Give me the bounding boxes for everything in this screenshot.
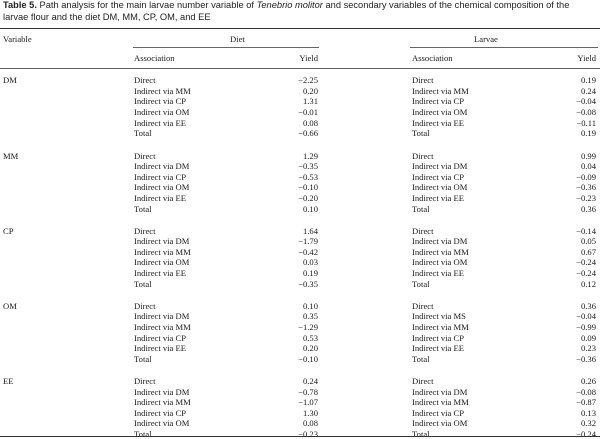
larvae-yield-cell: 0.19 bbox=[580, 128, 596, 139]
table-row bbox=[0, 75, 600, 85]
larvae-association-cell: Indirect via OM bbox=[412, 182, 468, 193]
diet-yield-cell: 0.35 bbox=[302, 311, 318, 322]
header-variable: Variable bbox=[3, 34, 32, 44]
variable-cell: DM bbox=[3, 75, 17, 86]
table-row bbox=[0, 322, 600, 332]
larvae-association-cell: Indirect via MM bbox=[412, 322, 469, 333]
larvae-association-cell: Total bbox=[412, 278, 430, 289]
table-row bbox=[0, 343, 600, 353]
table-row bbox=[0, 257, 600, 267]
diet-yield-cell: 0.20 bbox=[302, 343, 318, 354]
larvae-association-cell: Total bbox=[412, 353, 430, 364]
table-row bbox=[0, 161, 600, 171]
larvae-association-cell: Direct bbox=[412, 75, 434, 86]
variable-cell: MM bbox=[3, 150, 19, 161]
table-row bbox=[0, 311, 600, 321]
table-row bbox=[0, 301, 600, 311]
diet-association-cell: Indirect via OM bbox=[134, 257, 190, 268]
larvae-association-cell: Total bbox=[412, 203, 430, 214]
larvae-association-cell: Direct bbox=[412, 150, 434, 161]
diet-yield-cell: −1.79 bbox=[298, 236, 318, 247]
larvae-association-cell: Indirect via MM bbox=[412, 85, 469, 96]
larvae-association-cell: Indirect via CP bbox=[412, 407, 465, 418]
larvae-yield-cell: −0.99 bbox=[576, 322, 596, 333]
variable-cell: CP bbox=[3, 225, 14, 236]
table-row bbox=[0, 172, 600, 182]
diet-yield-cell: 1.29 bbox=[302, 150, 318, 161]
diet-yield-cell: −0.10 bbox=[298, 353, 318, 364]
diet-association-cell: Indirect via CP bbox=[134, 332, 187, 343]
larvae-yield-cell: 0.12 bbox=[580, 278, 596, 289]
diet-association-cell: Indirect via MM bbox=[134, 322, 191, 333]
diet-yield-cell: 1.30 bbox=[302, 407, 318, 418]
larvae-yield-cell: 0.99 bbox=[580, 150, 596, 161]
larvae-yield-cell: −0.04 bbox=[576, 96, 596, 107]
diet-yield-cell: −0.53 bbox=[298, 171, 318, 182]
diet-association-cell: Total bbox=[134, 128, 152, 139]
larvae-association-cell: Indirect via EE bbox=[412, 192, 465, 203]
larvae-yield-cell: −0.04 bbox=[576, 311, 596, 322]
diet-yield-cell: 0.19 bbox=[302, 268, 318, 279]
table-row bbox=[0, 354, 600, 364]
diet-association-cell: Indirect via CP bbox=[134, 407, 187, 418]
table-row bbox=[0, 226, 600, 236]
larvae-yield-cell: 0.23 bbox=[580, 343, 596, 354]
table-row bbox=[0, 429, 600, 439]
diet-association-cell: Indirect via MM bbox=[134, 246, 191, 257]
larvae-association-cell: Indirect via DM bbox=[412, 161, 468, 172]
diet-yield-cell: −0.35 bbox=[298, 278, 318, 289]
table-row bbox=[0, 376, 600, 386]
larvae-association-cell: Indirect via CP bbox=[412, 332, 465, 343]
diet-yield-cell: −0.42 bbox=[298, 246, 318, 257]
diet-yield-cell: −0.23 bbox=[298, 429, 318, 439]
larvae-association-cell: Indirect via EE bbox=[412, 343, 465, 354]
diet-association-cell: Indirect via EE bbox=[134, 192, 187, 203]
diet-association-cell: Direct bbox=[134, 75, 156, 86]
diet-span-rule bbox=[133, 47, 319, 48]
larvae-yield-cell: 0.09 bbox=[580, 332, 596, 343]
diet-yield-cell: 0.03 bbox=[302, 257, 318, 268]
header-diet-association: Association bbox=[134, 53, 175, 63]
larvae-yield-cell: −0.14 bbox=[576, 225, 596, 236]
diet-association-cell: Indirect via DM bbox=[134, 386, 190, 397]
table-row bbox=[0, 236, 600, 246]
larvae-yield-cell: 0.32 bbox=[580, 418, 596, 429]
variable-cell: EE bbox=[3, 376, 14, 387]
larvae-yield-cell: −0.24 bbox=[576, 268, 596, 279]
table-row bbox=[0, 247, 600, 257]
diet-association-cell: Indirect via OM bbox=[134, 182, 190, 193]
larvae-association-cell: Direct bbox=[412, 376, 434, 387]
caption-text-before: Path analysis for the main larvae number variable of bbox=[36, 0, 257, 10]
larvae-association-cell: Direct bbox=[412, 225, 434, 236]
variable-cell: OM bbox=[3, 300, 17, 311]
larvae-association-cell: Indirect via CP bbox=[412, 96, 465, 107]
diet-yield-cell: −0.35 bbox=[298, 161, 318, 172]
larvae-association-cell: Indirect via OM bbox=[412, 257, 468, 268]
larvae-association-cell: Indirect via EE bbox=[412, 268, 465, 279]
diet-yield-cell: 0.53 bbox=[302, 332, 318, 343]
diet-association-cell: Direct bbox=[134, 150, 156, 161]
diet-yield-cell: −0.10 bbox=[298, 182, 318, 193]
header-larvae: Larvae bbox=[474, 34, 498, 44]
header-larvae-association: Association bbox=[412, 53, 453, 63]
diet-yield-cell: 0.10 bbox=[302, 300, 318, 311]
diet-yield-cell: −2.25 bbox=[298, 75, 318, 86]
larvae-association-cell: Indirect via DM bbox=[412, 386, 468, 397]
diet-association-cell: Indirect via MM bbox=[134, 85, 191, 96]
caption-text-after: and secondary variables of the chemical composition of the larvae flour and the diet DM, MM, CP, OM, and EE bbox=[3, 0, 570, 22]
larvae-yield-cell: −0.24 bbox=[576, 257, 596, 268]
diet-association-cell: Total bbox=[134, 429, 152, 439]
larvae-yield-cell: −0.23 bbox=[576, 192, 596, 203]
larvae-yield-cell: −0.87 bbox=[576, 397, 596, 408]
diet-association-cell: Direct bbox=[134, 376, 156, 387]
diet-association-cell: Indirect via DM bbox=[134, 161, 190, 172]
diet-association-cell: Indirect via OM bbox=[134, 418, 190, 429]
table-row bbox=[0, 397, 600, 407]
larvae-yield-cell: 0.26 bbox=[580, 376, 596, 387]
diet-association-cell: Indirect via OM bbox=[134, 107, 190, 118]
table-row bbox=[0, 193, 600, 203]
larvae-yield-cell: 0.67 bbox=[580, 246, 596, 257]
larvae-yield-cell: −0.36 bbox=[576, 353, 596, 364]
diet-association-cell: Indirect via EE bbox=[134, 268, 187, 279]
diet-association-cell: Indirect via EE bbox=[134, 343, 187, 354]
table-row bbox=[0, 151, 600, 161]
larvae-association-cell: Indirect via DM bbox=[412, 236, 468, 247]
larvae-span-rule bbox=[410, 47, 598, 48]
larvae-yield-cell: −0.24 bbox=[576, 429, 596, 439]
table-row bbox=[0, 182, 600, 192]
larvae-yield-cell: −0.08 bbox=[576, 386, 596, 397]
larvae-yield-cell: −0.11 bbox=[576, 117, 596, 128]
diet-yield-cell: −0.66 bbox=[298, 128, 318, 139]
table-label: Table 5. bbox=[3, 0, 37, 10]
diet-yield-cell: −1.07 bbox=[298, 397, 318, 408]
table-row bbox=[0, 128, 600, 138]
diet-yield-cell: 0.24 bbox=[302, 376, 318, 387]
diet-yield-cell: −0.20 bbox=[298, 192, 318, 203]
larvae-association-cell: Indirect via EE bbox=[412, 117, 465, 128]
table-row bbox=[0, 408, 600, 418]
table-row bbox=[0, 204, 600, 214]
species-name: Tenebrio molitor bbox=[256, 0, 323, 10]
diet-association-cell: Indirect via EE bbox=[134, 117, 187, 128]
table-caption bbox=[3, 0, 597, 23]
larvae-yield-cell: 0.36 bbox=[580, 300, 596, 311]
larvae-association-cell: Indirect via MM bbox=[412, 397, 469, 408]
table-row bbox=[0, 96, 600, 106]
diet-yield-cell: 0.20 bbox=[302, 85, 318, 96]
larvae-yield-cell: 0.36 bbox=[580, 203, 596, 214]
table-row bbox=[0, 86, 600, 96]
table-row bbox=[0, 333, 600, 343]
larvae-association-cell: Indirect via MM bbox=[412, 246, 469, 257]
larvae-association-cell: Indirect via OM bbox=[412, 107, 468, 118]
larvae-yield-cell: 0.24 bbox=[580, 85, 596, 96]
table-row bbox=[0, 118, 600, 128]
larvae-association-cell: Indirect via CP bbox=[412, 171, 465, 182]
larvae-yield-cell: 0.05 bbox=[580, 236, 596, 247]
diet-yield-cell: −0.01 bbox=[298, 107, 318, 118]
table-row bbox=[0, 387, 600, 397]
larvae-association-cell: Total bbox=[412, 429, 430, 439]
diet-yield-cell: 0.10 bbox=[302, 203, 318, 214]
larvae-yield-cell: −0.09 bbox=[576, 171, 596, 182]
diet-yield-cell: 1.64 bbox=[302, 225, 318, 236]
diet-association-cell: Indirect via MM bbox=[134, 397, 191, 408]
top-rule bbox=[0, 28, 600, 29]
table-row bbox=[0, 279, 600, 289]
diet-association-cell: Direct bbox=[134, 300, 156, 311]
diet-association-cell: Total bbox=[134, 353, 152, 364]
table-row bbox=[0, 107, 600, 117]
header-bottom-rule bbox=[0, 68, 600, 69]
diet-yield-cell: −1.29 bbox=[298, 322, 318, 333]
table-row bbox=[0, 418, 600, 428]
diet-yield-cell: −0.78 bbox=[298, 386, 318, 397]
diet-association-cell: Total bbox=[134, 203, 152, 214]
diet-yield-cell: 1.31 bbox=[302, 96, 318, 107]
diet-association-cell: Indirect via CP bbox=[134, 96, 187, 107]
header-larvae-yield: Yield bbox=[577, 53, 596, 63]
diet-association-cell: Direct bbox=[134, 225, 156, 236]
larvae-association-cell: Direct bbox=[412, 300, 434, 311]
diet-association-cell: Indirect via DM bbox=[134, 236, 190, 247]
diet-yield-cell: 0.08 bbox=[302, 418, 318, 429]
header-diet: Diet bbox=[230, 34, 245, 44]
larvae-yield-cell: −0.08 bbox=[576, 107, 596, 118]
diet-yield-cell: 0.08 bbox=[302, 117, 318, 128]
diet-association-cell: Total bbox=[134, 278, 152, 289]
larvae-yield-cell: 0.04 bbox=[580, 161, 596, 172]
table-row bbox=[0, 268, 600, 278]
larvae-yield-cell: 0.19 bbox=[580, 75, 596, 86]
larvae-yield-cell: −0.36 bbox=[576, 182, 596, 193]
diet-association-cell: Indirect via DM bbox=[134, 311, 190, 322]
larvae-association-cell: Total bbox=[412, 128, 430, 139]
header-diet-yield: Yield bbox=[299, 53, 318, 63]
larvae-yield-cell: 0.13 bbox=[580, 407, 596, 418]
diet-association-cell: Indirect via CP bbox=[134, 171, 187, 182]
larvae-association-cell: Indirect via OM bbox=[412, 418, 468, 429]
larvae-association-cell: Indirect via MS bbox=[412, 311, 466, 322]
